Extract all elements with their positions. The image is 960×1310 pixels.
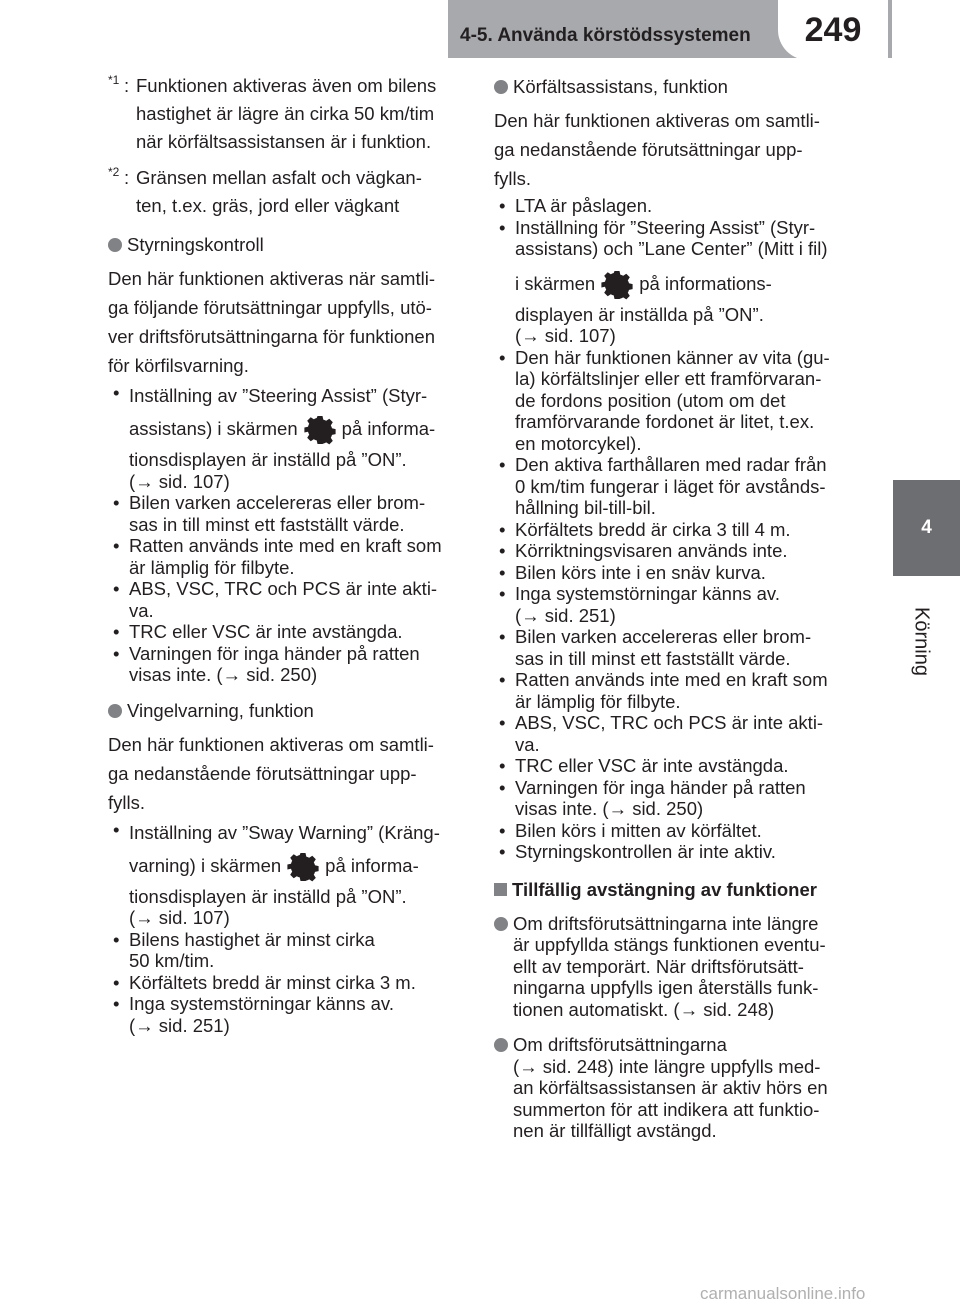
list-item	[494, 841, 856, 863]
list-item	[494, 712, 856, 755]
paragraph-line: (→ sid. 248) inte längre uppfylls med-	[513, 1055, 821, 1077]
list-item-line: • Körriktningsvisaren används inte.	[515, 540, 788, 561]
list-item-line: 50 km/tim.	[129, 950, 215, 971]
list-item-line: • Inställning av ”Sway Warning” (Kräng-	[129, 821, 440, 843]
list-item-text: på informa-	[341, 418, 436, 439]
footnote-mark: *1	[108, 73, 120, 87]
list-item	[494, 669, 856, 712]
list-item-line	[129, 409, 468, 449]
list-item	[494, 217, 856, 347]
footnote-line: Funktionen aktiveras även om bilens	[136, 75, 437, 96]
list-item	[108, 621, 468, 643]
gear-icon	[287, 851, 319, 883]
list-item	[108, 643, 468, 686]
list-item	[494, 583, 856, 626]
list-item	[494, 347, 856, 455]
subheading-text: Styrningskontroll	[127, 234, 264, 255]
circle-bullet-icon	[494, 80, 508, 94]
list-item	[494, 755, 856, 777]
paragraph-line: fylls.	[494, 168, 531, 189]
left-column	[108, 72, 468, 1036]
circle-paragraph-body	[513, 913, 826, 1021]
list-item-line: • Inga systemstörningar känns av.	[515, 583, 780, 604]
paragraph-line: summerton för att indikera att funktio-	[513, 1098, 820, 1120]
list-item-line: (→ sid. 107)	[515, 325, 616, 346]
list-item-text: i skärmen	[515, 272, 596, 294]
list-item-line: visas inte. (→ sid. 250)	[515, 798, 704, 819]
list-item-line: • Inställning för ”Steering Assist” (Styr-	[515, 216, 816, 238]
list-item-line: är lämplig för filbyte.	[515, 690, 681, 712]
chapter-label	[903, 590, 933, 700]
list-item	[108, 929, 468, 972]
subheading-lane-assist	[494, 74, 856, 100]
list-item-line: framförvarande fordonet är litet, t.ex.	[515, 411, 815, 432]
circle-paragraph	[494, 913, 856, 1021]
list-item-line: va.	[129, 599, 154, 621]
paragraph-line: an körfältsassistansen är aktiv hörs en	[513, 1077, 828, 1098]
list-item-line: displayen är inställda på ”ON”.	[515, 303, 764, 325]
list-item	[494, 195, 856, 217]
paragraph-line: ga följande förutsättningar uppfylls, utö-	[108, 297, 432, 318]
circle-bullet-icon	[494, 917, 508, 931]
list-item-text: assistans) i skärmen	[129, 418, 298, 439]
paragraph-line: är uppfyllda stängs funktionen eventu-	[513, 934, 826, 955]
paragraph-line: nen är tillfälligt avstängd.	[513, 1120, 717, 1141]
list-item-line: • Bilens hastighet är minst cirka	[129, 928, 375, 950]
list-item	[108, 993, 468, 1036]
list-item	[494, 454, 856, 519]
list-item-line: • Den här funktionen känner av vita (gu-	[515, 346, 830, 368]
footnote-line: när körfältsassistansen är i funktion.	[136, 131, 432, 152]
list-item-line	[515, 264, 856, 304]
list-item-line: hållning bil-till-bil.	[515, 497, 656, 518]
footnote-mark: *2	[108, 165, 120, 179]
list-item-line: assistans) och ”Lane Center” (Mitt i fil)	[515, 238, 828, 259]
list-item	[108, 382, 468, 492]
gear-icon	[601, 269, 633, 301]
list-item-line: • Ratten används inte med en kraft som	[515, 669, 828, 690]
paragraph-line: Den här funktionen aktiveras om samtli-	[494, 110, 820, 131]
chapter-tab: 4	[893, 480, 960, 576]
right-column	[494, 72, 856, 1148]
subheading-text: Vingelvarning, funktion	[127, 699, 314, 721]
list-item	[494, 519, 856, 541]
footnote-line: Gränsen mellan asfalt och vägkan-	[136, 167, 422, 188]
list-item-line: 0 km/tim fungerar i läget för avstånds-	[515, 475, 826, 497]
list-item-line: tionsdisplayen är inställd på ”ON”.	[129, 885, 407, 907]
list-item-line: (→ sid. 107)	[129, 907, 230, 928]
list-item	[494, 562, 856, 584]
list-item-line: • Inga systemstörningar känns av.	[129, 993, 394, 1014]
bullet-list	[494, 347, 856, 863]
list-item	[494, 540, 856, 562]
list-item-line: • Bilen varken accelereras eller brom-	[515, 626, 812, 647]
paragraph-line: fylls.	[108, 791, 145, 813]
list-item-line: • ABS, VSC, TRC och PCS är inte akti-	[129, 578, 438, 599]
list-item-line: är lämplig för filbyte.	[129, 556, 295, 578]
paragraph-line: Om driftsförutsättningarna inte längre	[513, 912, 819, 934]
list-item	[494, 626, 856, 669]
footnote-line: hastighet är lägre än cirka 50 km/tim	[136, 103, 435, 124]
list-item-line: • Inställning av ”Steering Assist” (Styr-	[129, 385, 428, 406]
list-item-line: • TRC eller VSC är inte avstängda.	[515, 755, 789, 776]
list-item-line: • Varningen för inga händer på ratten	[129, 642, 420, 664]
list-item-text: på informations-	[639, 272, 772, 294]
list-item-line: • Bilen körs i mitten av körfältet.	[515, 819, 762, 841]
list-item-line: • Bilen varken accelereras eller brom-	[129, 492, 426, 513]
subheading-sway-warning	[108, 698, 468, 724]
paragraph	[108, 730, 468, 817]
footnote-line: ten, t.ex. gräs, jord eller vägkant	[136, 195, 400, 216]
list-item-line: en motorcykel).	[515, 432, 642, 454]
heading-temporary-deactivation	[494, 877, 856, 903]
list-item-line	[129, 846, 468, 886]
paragraph-line: ga nedanstående förutsättningar upp-	[494, 139, 803, 160]
bullet-list	[108, 929, 468, 1037]
paragraph	[108, 264, 468, 380]
chapter-label-text: Körning	[910, 607, 933, 676]
list-item-line: • TRC eller VSC är inte avstängda.	[129, 621, 403, 642]
paragraph	[494, 106, 856, 193]
circle-paragraph	[494, 1034, 856, 1142]
paragraph-line: för körfilsvarning.	[108, 355, 249, 376]
list-item	[108, 819, 468, 929]
paragraph-line: ver driftsförutsättningarna för funktionen	[108, 326, 436, 347]
list-item-line: • Den aktiva farthållaren med radar från	[515, 454, 827, 475]
subheading-text: Körfältsassistans, funktion	[513, 76, 728, 97]
list-item	[494, 777, 856, 820]
paragraph-line: tionen automatiskt. (→ sid. 248)	[513, 998, 775, 1020]
list-item-line: • ABS, VSC, TRC och PCS är inte akti-	[515, 712, 824, 733]
list-item-line: • Körfältets bredd är minst cirka 3 m.	[129, 971, 416, 993]
heading-text: Tillfällig avstängning av funktioner	[512, 878, 817, 900]
list-item-line: • Ratten används inte med en kraft som	[129, 535, 442, 556]
paragraph-line: Den här funktionen aktiveras om samtli-	[108, 733, 434, 755]
list-item-line: va.	[515, 733, 540, 755]
list-item-line: • Styrningskontrollen är inte aktiv.	[515, 841, 776, 862]
circle-paragraph-body	[513, 1034, 828, 1142]
list-item-line: tionsdisplayen är inställd på ”ON”.	[129, 449, 407, 470]
list-item-line: (→ sid. 107)	[129, 470, 230, 492]
watermark: carmanualsonline.info	[700, 1284, 866, 1303]
list-item-line: • LTA är påslagen.	[515, 195, 653, 216]
bullet-list	[108, 492, 468, 686]
paragraph-line: ellt av temporärt. När driftsförutsätt-	[513, 955, 804, 977]
paragraph-line: Om driftsförutsättningarna	[513, 1034, 727, 1055]
paragraph-line: ningarna uppfylls igen återställs funk-	[513, 977, 819, 998]
paragraph-line: Den här funktionen aktiveras när samtli-	[108, 268, 435, 289]
list-item-line: sas in till minst ett fastställt värde.	[515, 647, 791, 669]
list-item-line: la) körfältslinjer eller ett framförvaran-	[515, 368, 822, 389]
list-item-line: (→ sid. 251)	[515, 604, 616, 626]
page-number: 249	[778, 0, 888, 60]
section-title: 4-5. Använda körstödssystemen	[460, 25, 751, 46]
circle-bullet-icon	[108, 238, 122, 252]
list-item-line: de fordons position (utom om det	[515, 389, 786, 411]
list-item-line: (→ sid. 251)	[129, 1014, 230, 1036]
list-item	[494, 820, 856, 842]
footnote-2: *2 : Gränsen mellan asfalt och vägkan- ten, t.ex. gräs, jord eller vägkant	[108, 164, 468, 220]
paragraph-line: ga nedanstående förutsättningar upp-	[108, 762, 417, 784]
list-item-line: • Varningen för inga händer på ratten	[515, 776, 806, 798]
list-item	[108, 972, 468, 994]
subheading-steering-control	[108, 232, 468, 258]
list-item-line: • Körfältets bredd är cirka 3 till 4 m.	[515, 518, 791, 540]
circle-bullet-icon	[108, 704, 122, 718]
list-item-text: på informa-	[325, 854, 419, 876]
list-item	[108, 535, 468, 578]
circle-bullet-icon	[494, 1038, 508, 1052]
list-item	[108, 492, 468, 535]
list-item-line: visas inte. (→ sid. 250)	[129, 664, 318, 685]
gear-icon	[304, 414, 336, 446]
footnote-1: *1 : Funktionen aktiveras även om bilens hastighet är lägre än cirka 50 km/tim när körfältsassistansen är i funktion.	[108, 72, 468, 156]
list-item-text: varning) i skärmen	[129, 854, 282, 876]
page-header	[0, 0, 960, 66]
list-item-line: • Bilen körs inte i en snäv kurva.	[515, 561, 766, 583]
square-bullet-icon	[494, 883, 507, 896]
list-item	[108, 578, 468, 621]
list-item-line: sas in till minst ett fastställt värde.	[129, 513, 405, 535]
